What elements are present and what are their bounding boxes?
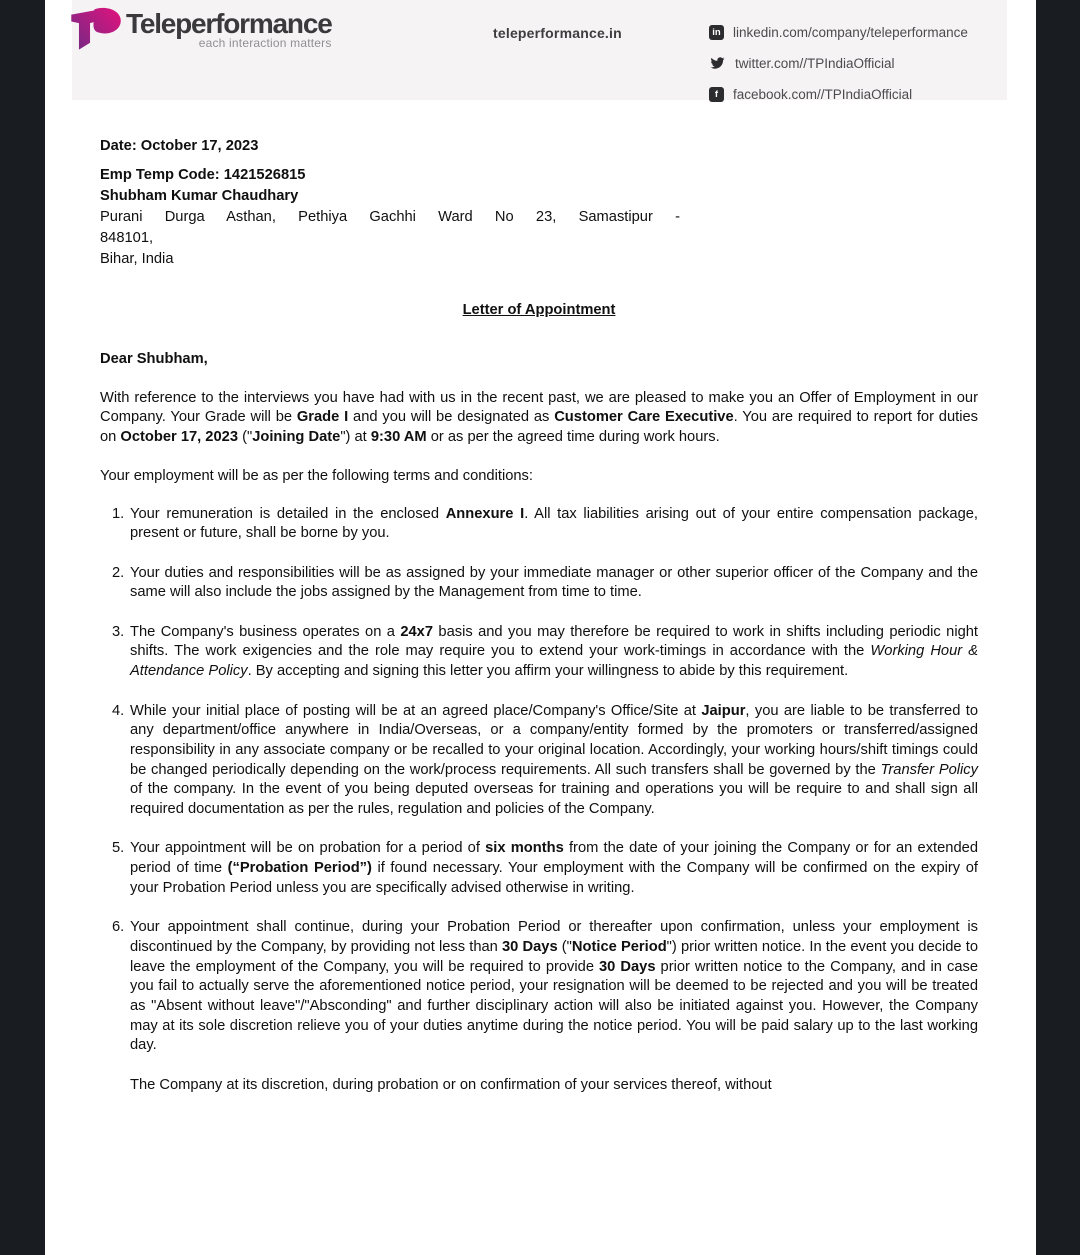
term-text: Your appointment shall continue, during your Probation Period or thereafter upon confirmation, unless your employment is discontinued by the Company, by providing not less than 30 Days ("Notice Period") prior written notice. In the event you decide to leave the employment of the Company, you will be required to provide 30 Days prior written notice to the Company, and in case you fail to actually serve the aforementioned notice period, your resignation will be deemed to be rejected and you will be treated as "Absent without leave"/"Absconding" and further disciplinary action will also be initiated against you. However, the Company may at its sole discretion relieve you of your duties anytime during the notice period. You will be paid salary up to the last working day.: [130, 919, 979, 1054]
term-number: 1.: [112, 505, 125, 522]
letter-title: Letter of Appointment: [462, 302, 616, 318]
logo-text: [126, 7, 332, 50]
letter-body: [100, 136, 978, 1096]
brand-tagline: each interaction matters: [198, 36, 332, 50]
term-number: 2.: [112, 564, 125, 581]
date-line: Date: October 17, 2023: [100, 138, 259, 154]
facebook-icon: f: [709, 87, 724, 102]
term-number: 4.: [112, 702, 125, 719]
salutation: Dear Shubham,: [100, 351, 208, 367]
term-text: Your duties and responsibilities will be as assigned by your immediate manager or other superior officer of the Company and the same will also include the jobs assigned by the Management from time to time.: [130, 564, 978, 601]
intro-paragraph: With reference to the interviews you have had with us in the recent past, we are pleased to make you an Offer of Employment in our Company. Your Grade will be Grade I and you will be designated as Customer Care Executive. You are required to report for duties on October 17, 2023 ("Joining Date") at 9:30 AM or as per the agreed time during work hours.: [100, 389, 978, 446]
address-line-3: Bihar, India: [100, 251, 174, 267]
website-text: teleperformance.in: [493, 25, 622, 41]
terms-list: [100, 505, 978, 1057]
address-line-1: Purani Durga Asthan, Pethiya Gachhi Ward No 23, Samastipur -: [100, 209, 680, 225]
term-text: Your appointment will be on probation for a period of six months from the date of your joining the Company or for an extended period of time (“Probation Period”) if found necessary. Your employment with the Company will be confirmed on the expiry of your Probation Period unless you are specifically advised otherwise in writing.: [130, 840, 978, 896]
brand-wordmark: Teleperformance: [126, 8, 332, 39]
right-edge-strip: [1036, 0, 1080, 1255]
letterhead: [72, 0, 1007, 100]
term-item-3: [100, 623, 978, 682]
linkedin-icon: in: [709, 25, 724, 40]
address-line-2: 848101,: [100, 230, 154, 246]
closing-partial-paragraph: The Company at its discretion, during probation or on confirmation of your services thereof, without: [130, 1076, 772, 1093]
term-item-1: [100, 505, 978, 544]
term-text: While your initial place of posting will be at an agreed place/Company's Office/Site at Jaipur, you are liable to be transferred to any department/office anywhere in India/Overseas, or a company/entity formed by the promoters or transferred/assigned responsibility in any associate company or be recalled to your original location. Accordingly, your working hours/shift timings could be changed periodically depending on the work/process requirements. All such transfers shall be governed by the Transfer Policy of the company. In the event of you being deputed overseas for training and operations you will be require to and shall sign all required documentation as per the rules, regulation and policies of the Company.: [130, 702, 978, 818]
tp-logo-icon: [70, 7, 122, 53]
twitter-row: [709, 55, 968, 71]
term-text: Your remuneration is detailed in the enclosed Annexure I. All tax liabilities arising out of your entire compensation package, present or future, shall be borne by you.: [130, 505, 979, 542]
left-edge-strip: [0, 0, 45, 1255]
term-number: 3.: [112, 623, 125, 640]
term-item-6: [100, 918, 978, 1056]
twitter-icon: [709, 56, 726, 71]
twitter-url: twitter.com//TPIndiaOfficial: [735, 55, 895, 71]
term-item-2: [100, 564, 978, 603]
linkedin-row: [709, 24, 968, 40]
teleperformance-logo: [70, 7, 332, 53]
term-item-5: [100, 839, 978, 898]
recipient-name: Shubham Kumar Chaudhary: [100, 188, 299, 204]
term-number: 5.: [112, 840, 125, 857]
social-links: [709, 24, 968, 117]
terms-intro: Your employment will be as per the following terms and conditions:: [100, 467, 533, 484]
term-item-4: [100, 702, 978, 820]
facebook-url: facebook.com//TPIndiaOfficial: [733, 86, 913, 102]
emp-code-line: Emp Temp Code: 1421526815: [100, 167, 306, 183]
term-text: The Company's business operates on a 24x7 basis and you may therefore be required to work in shifts including periodic night shifts. The work exigencies and the role may require you to extend your work-timings in accordance with the Working Hour & Attendance Policy. By accepting and signing this letter you affirm your willingness to abide by this requirement.: [130, 623, 979, 680]
term-number: 6.: [112, 919, 125, 936]
linkedin-url: linkedin.com/company/teleperformance: [733, 24, 968, 40]
facebook-row: [709, 86, 968, 102]
